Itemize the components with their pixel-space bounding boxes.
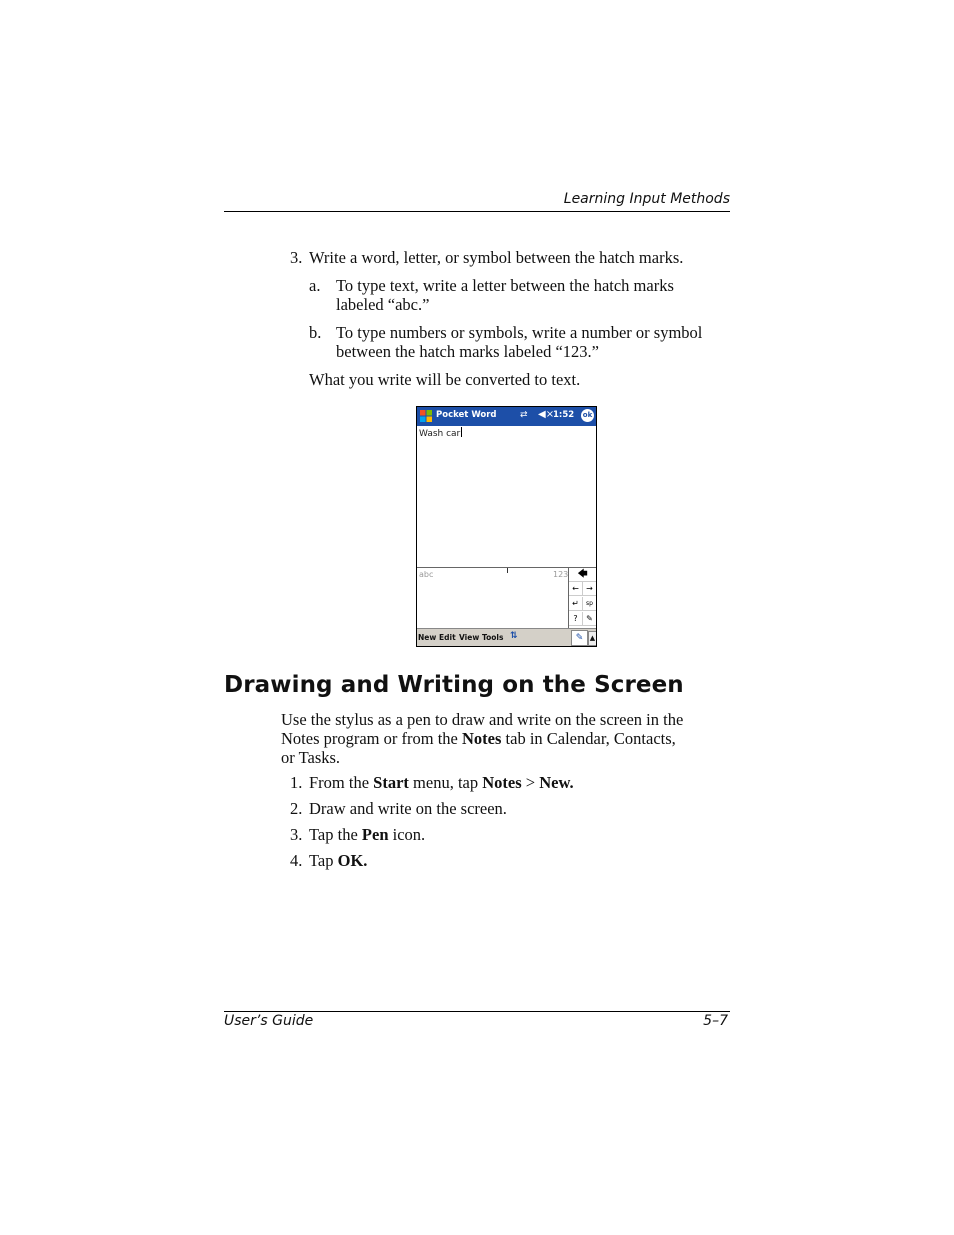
step-1-d: > — [521, 773, 540, 792]
left-arrow-key[interactable]: ← — [569, 582, 583, 596]
menu-new[interactable]: New — [418, 633, 437, 642]
intro-line-2-a: Notes program or from the — [281, 729, 462, 748]
step-3b-number: 3. — [290, 825, 303, 844]
step-1-new: New. — [539, 773, 574, 792]
clock[interactable]: 1:52 — [553, 410, 575, 420]
connectivity-icon[interactable]: ⇄ — [520, 410, 528, 420]
intro-line-3: or Tasks. — [281, 748, 341, 767]
letter-recognizer-panel[interactable] — [417, 567, 596, 629]
intro-line-2-b: tab in Calendar, Contacts, — [501, 729, 676, 748]
step-1-notes: Notes — [482, 773, 522, 792]
step-1-start: Start — [373, 773, 409, 792]
sub-a-line-2: labeled “abc.” — [336, 295, 430, 314]
step-2-text: Draw and write on the screen. — [309, 799, 507, 818]
section-heading: Drawing and Writing on the Screen — [224, 672, 684, 698]
menu-view[interactable]: View — [459, 633, 480, 642]
step-1-text — [309, 773, 574, 792]
hatch-label-123: 123 — [553, 570, 569, 579]
step-3-text: Write a word, letter, or symbol between the hatch marks. — [309, 248, 684, 267]
step-4-text — [309, 851, 367, 870]
windows-start-icon[interactable] — [419, 409, 433, 423]
header-rule — [224, 211, 730, 212]
menu-edit[interactable]: Edit — [439, 633, 456, 642]
document-text-content: Wash car — [419, 429, 461, 439]
right-arrow-key[interactable]: → — [583, 582, 597, 596]
input-selector-arrow[interactable]: ▲ — [588, 631, 597, 646]
step-4-ok: OK. — [337, 851, 368, 870]
help-key[interactable]: ? — [569, 612, 583, 626]
conversion-note: What you write will be converted to text. — [309, 370, 581, 389]
sub-b-label: b. — [309, 323, 322, 342]
sub-a-line-1: To type text, write a letter between the hatch marks — [336, 276, 674, 295]
running-head: Learning Input Methods — [563, 191, 730, 207]
intro-line-2 — [281, 729, 676, 748]
pen-icon[interactable]: ✎ — [571, 630, 588, 646]
title-bar — [417, 407, 596, 426]
app-title: Pocket Word — [436, 410, 497, 420]
enter-key[interactable]: ↵ — [569, 597, 583, 611]
footer-rule — [224, 1011, 730, 1012]
menu-tools[interactable]: Tools — [482, 633, 504, 642]
step-3-number: 3. — [290, 248, 303, 267]
step-1-c: menu, tap — [408, 773, 483, 792]
menu-bar — [417, 628, 596, 647]
step-3b-text — [309, 825, 425, 844]
text-caret — [461, 427, 462, 437]
intro-notes-bold: Notes — [462, 729, 502, 748]
format-arrows-icon[interactable]: ⇅ — [510, 631, 518, 641]
sub-b-line-2: between the hatch marks labeled “123.” — [336, 342, 599, 361]
ok-button[interactable]: ok — [581, 409, 594, 422]
step-3b-a: Tap the — [309, 825, 362, 844]
speaker-icon[interactable]: ◀× — [538, 409, 555, 420]
space-key[interactable]: sp — [583, 597, 597, 611]
step-3b-c: icon. — [388, 825, 426, 844]
backspace-key[interactable]: 🡄 — [569, 568, 597, 582]
step-4-a: Tap — [309, 851, 338, 870]
hatch-mark-middle — [507, 568, 508, 573]
step-3b-pen: Pen — [361, 825, 389, 844]
hatch-label-abc: abc — [419, 570, 434, 579]
document-text[interactable] — [419, 427, 462, 439]
page-number: 5–7 — [703, 1013, 728, 1029]
intro-line-1: Use the stylus as a pen to draw and write on the screen in the — [281, 710, 684, 729]
step-2-number: 2. — [290, 799, 303, 818]
step-4-number: 4. — [290, 851, 303, 870]
pen-options-key[interactable]: ✎ — [583, 612, 597, 626]
sub-a-label: a. — [309, 276, 321, 295]
pocket-word-screenshot — [416, 406, 597, 647]
step-1-a: From the — [309, 773, 374, 792]
step-1-number: 1. — [290, 773, 303, 792]
footer-title: User’s Guide — [224, 1013, 314, 1029]
recognizer-keys — [568, 568, 597, 629]
sub-b-line-1: To type numbers or symbols, write a number or symbol — [336, 323, 703, 342]
